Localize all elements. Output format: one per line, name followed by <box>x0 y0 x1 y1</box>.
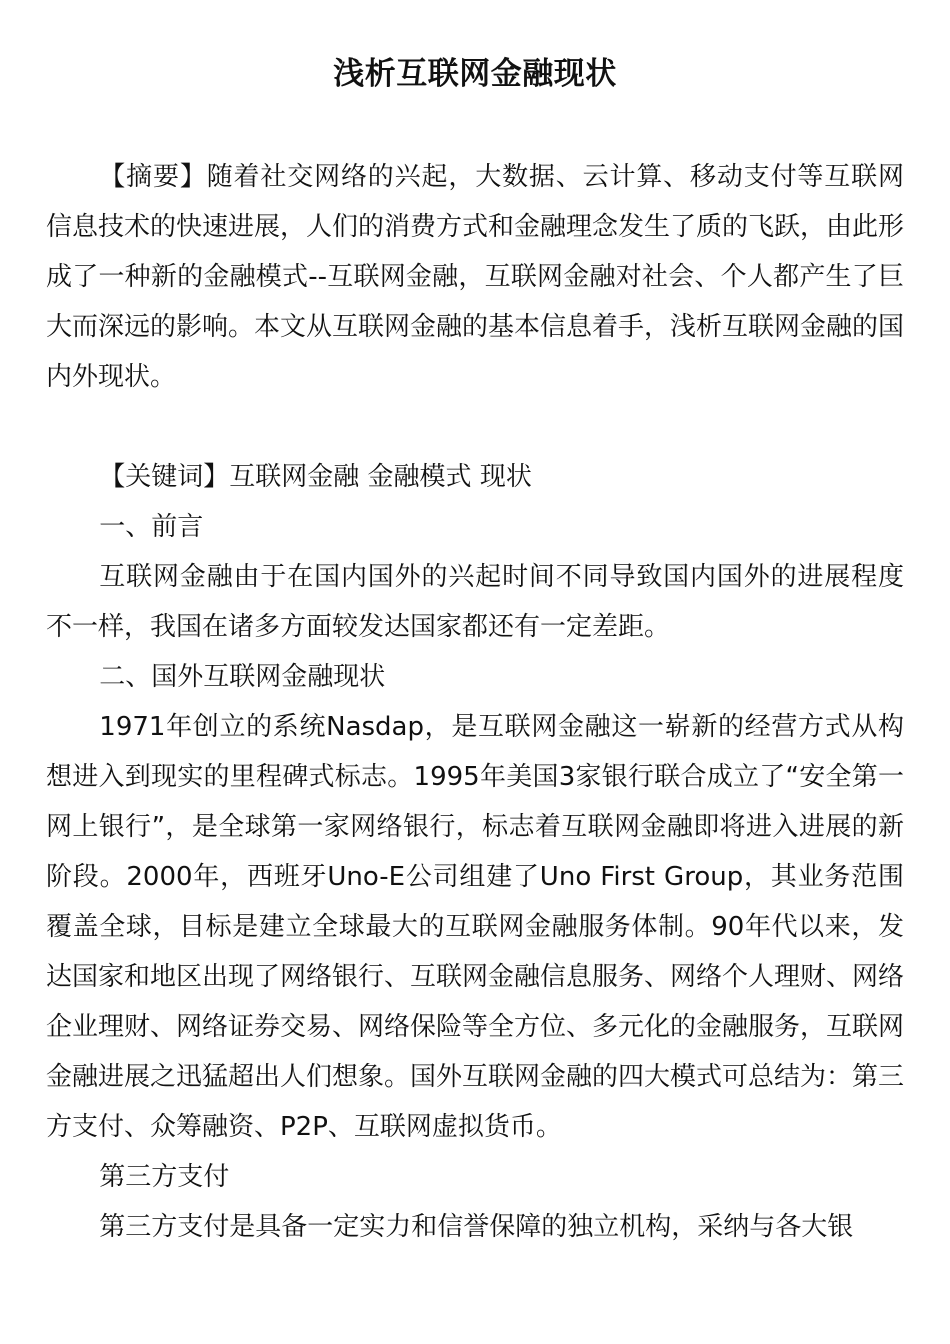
abstract-paragraph: 【摘要】随着社交网络的兴起，大数据、云计算、移动支付等互联网信息技术的快速进展，人们的消费方式和金融理念发生了质的飞跃，由此形成了一种新的金融模式--互联网金融，互联网金融对社会、个人都产生了巨大而深远的影响。本文从互联网金融的基本信息着手，浅析互联网金融的国内外现状。 <box>46 162 905 392</box>
keywords-line: 【关键词】互联网金融 金融模式 现状 <box>99 462 532 492</box>
paragraph-spacer <box>46 402 904 452</box>
section-heading-preface: 一、前言 <box>99 512 204 542</box>
foreign-status-paragraph: 1971年创立的系统Nasdap，是互联网金融这一崭新的经营方式从构想进入到现实的里程碑式标志。1995年美国3家银行联合成立了“安全第一网上银行”，是全球第一家网络银行，标志着互联网金融即将进入进展的新阶段。2000年，西班牙Uno-E公司组建了Uno First Group，其业务范围覆盖全球，目标是建立全球最大的互联网金融服务体制。90年代以来，发达国家和地区出现了网络银行、互联网金融信息服务、网络个人理财、网络企业理财、网络证券交易、网络保险等全方位、多元化的金融服务，互联网金融进展之迅猛超出人们想象。国外互联网金融的四大模式可总结为：第三方支付、众筹融资、P2P、互联网虚拟货币。 <box>46 712 905 1142</box>
preface-paragraph: 互联网金融由于在国内国外的兴起时间不同导致国内国外的进展程度不一样，我国在诸多方面较发达国家都还有一定差距。 <box>46 562 904 642</box>
section-heading-foreign-status: 二、国外互联网金融现状 <box>99 662 386 692</box>
subsection-heading-third-party-payment: 第三方支付 <box>99 1162 230 1192</box>
third-party-payment-paragraph: 第三方支付是具备一定实力和信誉保障的独立机构，采纳与各大银 <box>99 1212 854 1242</box>
document-title: 浅析互联网金融现状 <box>333 56 617 92</box>
document-body <box>46 152 904 1252</box>
